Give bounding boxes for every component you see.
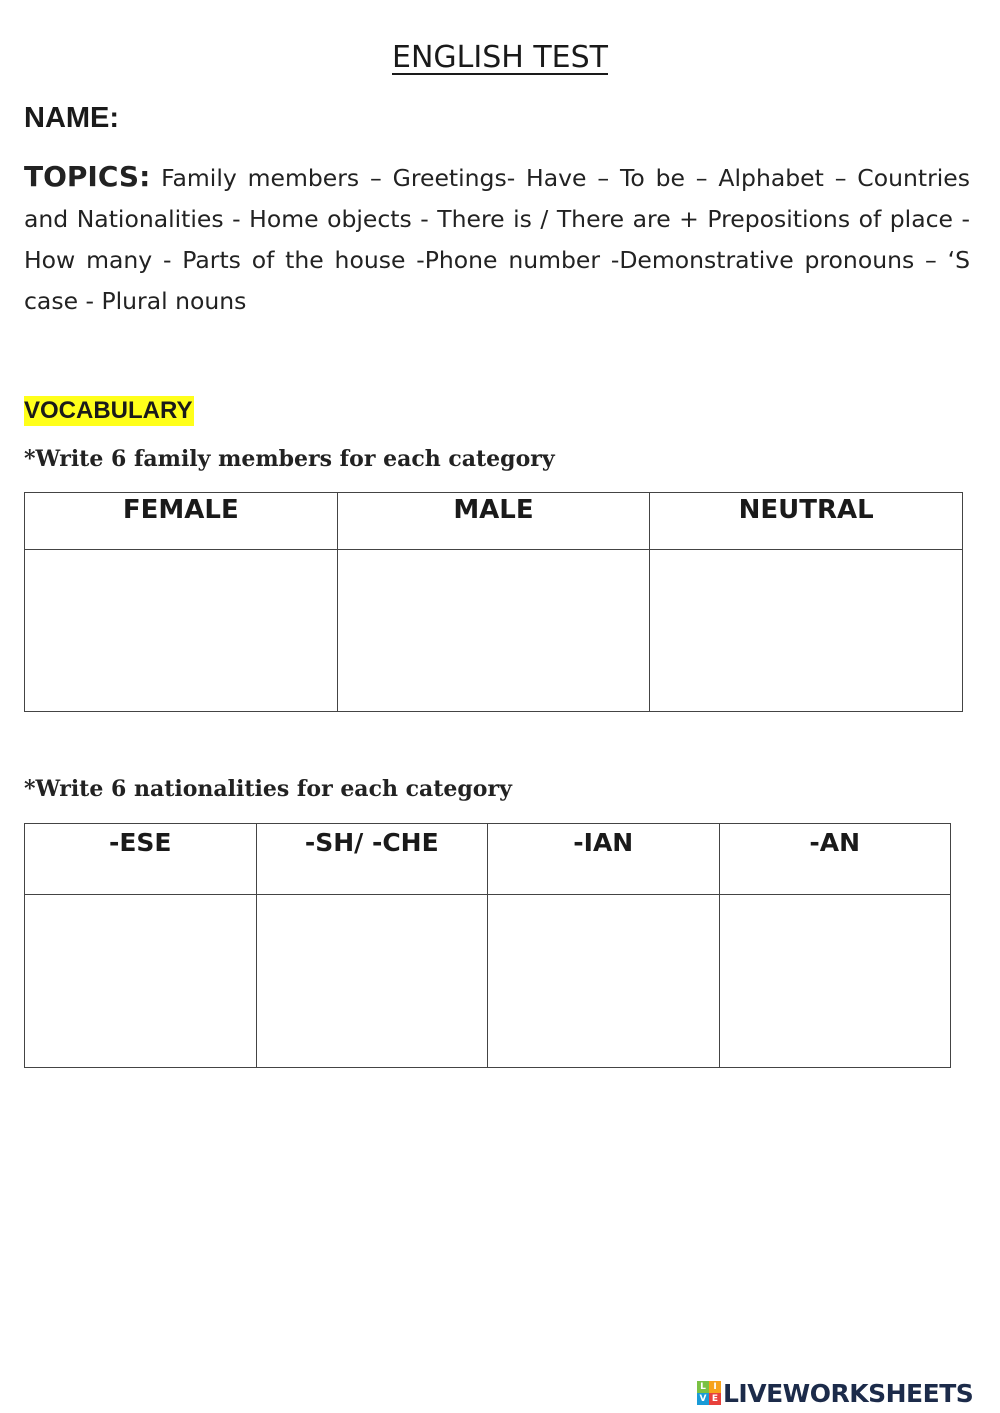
answer-cell-neutral[interactable] xyxy=(650,550,963,712)
answer-cell-female[interactable] xyxy=(25,550,338,712)
liveworksheets-logo-icon xyxy=(697,1381,721,1405)
logo-tile: V xyxy=(697,1393,709,1405)
topics-paragraph xyxy=(24,156,970,322)
column-header-sh-che: -SH/ -CHE xyxy=(256,824,488,895)
logo-text: LIVEWORKSHEETS xyxy=(723,1378,974,1408)
logo-tile: I xyxy=(709,1381,721,1393)
topics-label: TOPICS: xyxy=(24,160,151,193)
column-header-female: FEMALE xyxy=(25,493,338,550)
nationalities-instruction: *Write 6 nationalities for each category xyxy=(24,776,512,802)
logo-tile: L xyxy=(697,1381,709,1393)
column-header-neutral: NEUTRAL xyxy=(650,493,963,550)
topics-text: Family members – Greetings- Have – To be – Alphabet – Countries and Nationalities - Home objects - There is / There are + Prepositions of place - How many - Parts of the house -Phone number -Demonstrative pronouns – ‘S case - Plural nouns xyxy=(24,164,970,315)
column-header-an: -AN xyxy=(719,824,951,895)
answer-cell-ese[interactable] xyxy=(25,895,257,1068)
answer-cell-sh-che[interactable] xyxy=(256,895,488,1068)
column-header-male: MALE xyxy=(337,493,650,550)
answer-cell-ian[interactable] xyxy=(488,895,720,1068)
column-header-ese: -ESE xyxy=(25,824,257,895)
name-label: NAME: xyxy=(24,102,120,134)
answer-cell-an[interactable] xyxy=(719,895,951,1068)
column-header-ian: -IAN xyxy=(488,824,720,895)
family-instruction: *Write 6 family members for each category xyxy=(24,446,555,472)
logo-tile: E xyxy=(709,1393,721,1405)
answer-cell-male[interactable] xyxy=(337,550,650,712)
vocabulary-heading: VOCABULARY xyxy=(24,397,193,424)
worksheet-title: ENGLISH TEST xyxy=(392,40,608,75)
family-members-table xyxy=(24,492,963,712)
liveworksheets-logo xyxy=(697,1376,973,1410)
nationalities-table xyxy=(24,823,951,1068)
